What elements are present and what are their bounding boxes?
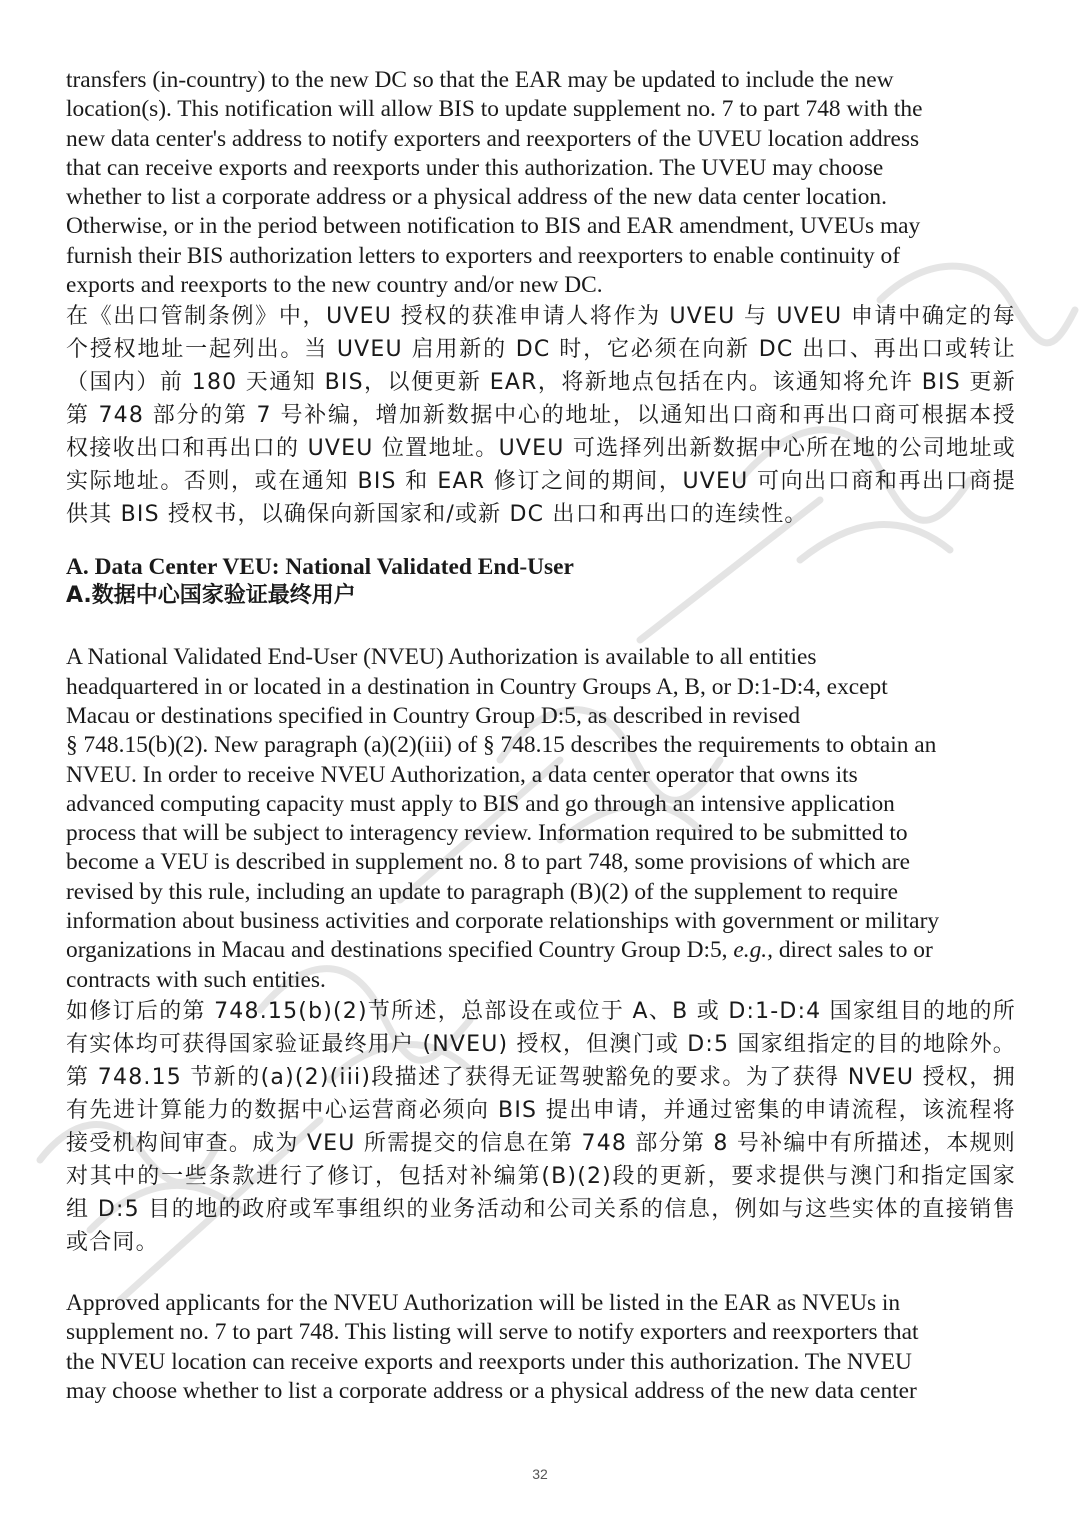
paragraph-en-nveu-part-b: direct sales to or contracts with such entities.	[66, 937, 933, 993]
spacer	[66, 531, 1016, 553]
section-heading-en: A. Data Center VEU: National Validated End-User	[66, 554, 574, 581]
page-content	[66, 66, 1016, 1406]
paragraph-en-uveu-notification: transfers (in-country) to the new DC so that the EAR may be updated to include the new location(s). This notification will allow BIS to update supplement no. 7 to part 748 with the new data center's address to notify exporters and reexporters of the UVEU location address that can receive exports and reexports under this authorization. The UVEU may choose whether to list a corporate address or a physical address of the new data center location. Otherwise, or in the period between notification to BIS and EAR amendment, UVEUs may furnish their BIS authorization letters to exporters and reexporters to enable continuity of exports and reexports to the new country and/or new DC.	[66, 67, 923, 299]
section-heading-zh: A.数据中心国家验证最终用户	[66, 583, 356, 609]
spacer	[66, 1259, 1016, 1289]
paragraph-en-nveu-part-a: A National Validated End-User (NVEU) Authorization is available to all entities headquartered in or located in a destination in Country Groups A, B, or D:1-D:4, except Macau or destinations specified in Country Group D:5, as described in revised § 748.15(b)(2). New paragraph (a)(2)(iii) of § 748.15 describes the requirements to obtain an NVEU. In order to receive NVEU Authorization, a data center operator that owns its advanced computing capacity must apply to BIS and go through an intensive application process that will be subject to interagency review. Information required to be submitted to become a VEU is described in supplement no. 8 to part 748, some provisions of which are revised by this rule, including an update to paragraph (B)(2) of the supplement to require information about business activities and corporate relationships with government or military organizations in Macau and destinations specified Country Group D:5,	[66, 644, 940, 964]
paragraph-en-nveu-authorization	[66, 643, 1016, 995]
paragraph-en-approved-applicants: Approved applicants for the NVEU Authorization will be listed in the EAR as NVEUs in supplement no. 7 to part 748. This listing will serve to notify exporters and reexporters that the NVEU location can receive exports and reexports under this authorization. The NVEU may choose whether to list a corporate address or a physical address of the new data center	[66, 1289, 919, 1404]
eg-italic: e.g.,	[733, 937, 773, 964]
page-number: 32	[532, 1466, 548, 1482]
spacer	[66, 611, 1016, 643]
paragraph-zh-uveu-notification: 在《出口管制条例》中，UVEU 授权的获准申请人将作为 UVEU 与 UVEU 申请中确定的每个授权地址一起列出。当 UVEU 启用新的 DC 时，它必须在向新 DC 出口、再出口或转让（国内）前 180 天通知 BIS，以便更新 EAR，将新地点包括在内。该通知将允许 BIS 更新第 748 部分的第 7 号补编，增加新数据中心的地址，以通知出口商和再出口商可根据本授权接收出口和再出口的 UVEU 位置地址。UVEU 可选择列出新数据中心所在地的公司地址或实际地址。否则，或在通知 BIS 和 EAR 修订之间的期间，UVEU 可向出口商和再出口商提供其 BIS 授权书，以确保向新国家和/或新 DC 出口和再出口的连续性。	[66, 304, 1016, 528]
paragraph-zh-nveu-authorization: 如修订后的第 748.15(b)(2)节所述，总部设在或位于 A、B 或 D:1-D:4 国家组目的地的所有实体均可获得国家验证最终用户 (NVEU) 授权，但澳门或 D:5 国家组指定的目的地除外。第 748.15 节新的(a)(2)(iii)段描述了获得无证驾驶豁免的要求。为了获得 NVEU 授权，拥有先进计算能力的数据中心运营商必须向 BIS 提出申请，并通过密集的申请流程，该流程将接受机构间审查。成为 VEU 所需提交的信息在第 748 部分第 8 号补编中有所描述，本规则对其中的一些条款进行了修订，包括对补编第(B)(2)段的更新，要求提供与澳门和指定国家组 D:5 目的地的政府或军事组织的业务活动和公司关系的信息，例如与这些实体的直接销售或合同。	[66, 998, 1016, 1255]
